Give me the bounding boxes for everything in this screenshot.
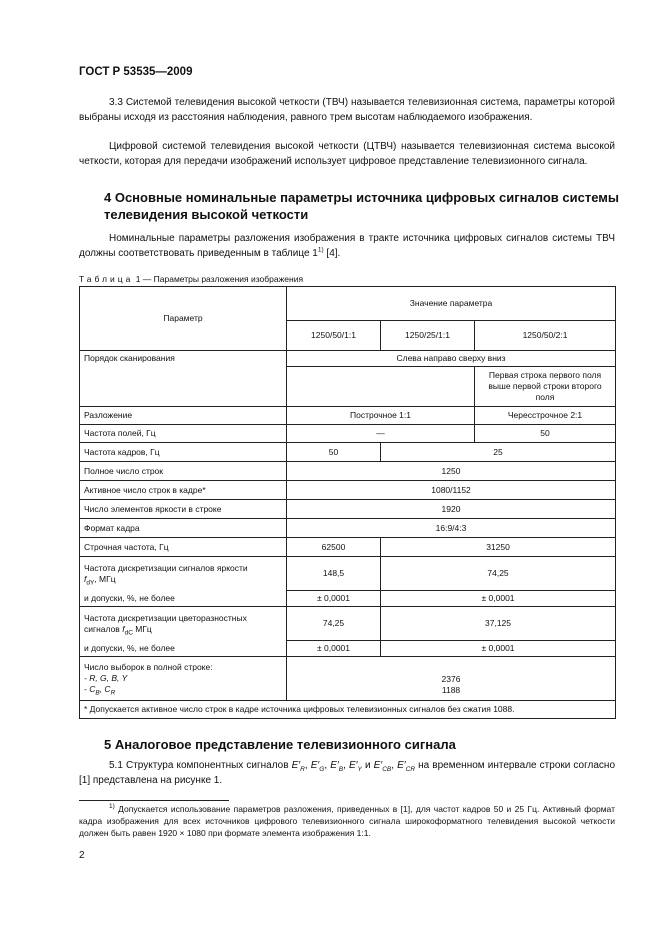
table-row <box>80 538 616 557</box>
cell-value: 16:9/4:3 <box>287 519 616 538</box>
cell-value: 1250 <box>287 462 616 481</box>
signal-er: $E'_R$ <box>291 760 305 773</box>
row-label: и допуски, %, не более <box>80 591 287 607</box>
chroma-fs-unit: МГц <box>132 623 152 634</box>
section-4-text-end: [4]. <box>323 247 341 259</box>
table-row <box>80 557 616 591</box>
samples-rgb-label: - R, G, B, Y <box>84 673 128 683</box>
cell-value: Первая строка первого поля выше первой строки второго поля <box>475 367 616 407</box>
cell-value: ± 0,0001 <box>381 591 616 607</box>
section-5-paragraph: 5.1 Структура компонентных сигналов $E'_R$, $E'_G$, $E'_B$, $E'_Y$ и $E'_{CB}$, $E'_{CR}$ на временном интервале строки согласно [1] представлена на рисунке 1. <box>79 760 616 786</box>
row-label <box>80 607 287 641</box>
format-header: 1250/50/2:1 <box>475 321 616 351</box>
cell-value: 1080/1152 <box>287 481 616 500</box>
footnote-ref[interactable]: 1) <box>317 246 324 254</box>
samples-rgb-value: 2376 <box>441 674 461 684</box>
cell-value: Построчное 1:1 <box>287 407 475 425</box>
cell-value: ± 0,0001 <box>381 641 616 657</box>
row-label: Частота кадров, Гц <box>80 443 287 462</box>
table-row <box>80 591 616 607</box>
cell-value: 1920 <box>287 500 616 519</box>
luma-fs-subscript: dY <box>86 579 95 587</box>
intro-paragraph-ctvch: Цифровой системой телевидения высокой четкости (ЦТВЧ) называется телевизионная система высокой четкости, которая для передачи изображений использует цифровое представление телевизионного сигнала. <box>79 141 615 167</box>
format-header: 1250/25/1:1 <box>381 321 475 351</box>
signal-ecb: $E'_{CB}$ <box>373 760 392 773</box>
cell-value: 25 <box>381 443 616 462</box>
chroma-fs-subscript: dC <box>124 629 133 637</box>
intro-paragraph-3-3: 3.3 Системой телевидения высокой четкости (ТВЧ) называется телевизионная система, параметры которой выбраны исходя из расстояния наблюдения, равного трем высотам наблюдаемого изображения. <box>79 97 615 123</box>
section-5-heading: 5 Аналоговое представление телевизионного сигнала <box>104 737 456 752</box>
table-row <box>80 519 616 538</box>
row-label: Число элементов яркости в строке <box>80 500 287 519</box>
cell-value: 50 <box>287 443 381 462</box>
chroma-fs-label: Частота дискретизации цветоразностных сигналов <box>84 612 247 634</box>
cell-value <box>287 657 616 701</box>
table-row <box>80 607 616 641</box>
table-row <box>80 351 616 367</box>
luma-fs-symbol: f <box>84 573 87 584</box>
row-label: Разложение <box>80 407 287 425</box>
value-header: Значение параметра <box>287 287 616 321</box>
signal-ey: $E'_Y$ <box>349 760 362 773</box>
table-row <box>80 641 616 657</box>
samples-c-label: - $C_B$, $C_R$ <box>84 684 116 697</box>
parameters-table <box>79 286 616 719</box>
signal-ecr: $E'_{CR}$ <box>397 760 416 773</box>
row-label <box>80 657 287 701</box>
row-label: и допуски, %, не более <box>80 641 287 657</box>
footnote <box>79 803 615 839</box>
format-header: 1250/50/1:1 <box>287 321 381 351</box>
section-4-paragraph <box>79 232 615 261</box>
cell-value: 74,25 <box>381 557 616 591</box>
row-label: Строчная частота, Гц <box>80 538 287 557</box>
cell-value: 74,25 <box>287 607 381 641</box>
samples-label: Число выборок в полной строке: <box>84 662 213 672</box>
table-row <box>80 500 616 519</box>
page-number: 2 <box>79 850 85 861</box>
table-row <box>80 657 616 701</box>
table-row <box>80 462 616 481</box>
table-row <box>80 367 616 407</box>
samples-c-value: 1188 <box>441 685 461 695</box>
table-note: * Допускается активное число строк в кадре источника цифровых телевизионных сигналов без сжатия 1088. <box>80 701 616 719</box>
table-note-row <box>80 701 616 719</box>
cell-value: 31250 <box>381 538 616 557</box>
cell-value: 148,5 <box>287 557 381 591</box>
cell-value: 37,125 <box>381 607 616 641</box>
luma-fs-label: Частота дискретизации сигналов яркости <box>84 562 248 573</box>
table-caption-prefix: Таблица <box>79 274 134 284</box>
row-label-blank <box>80 367 287 407</box>
cell-value: ± 0,0001 <box>287 641 381 657</box>
table-row <box>80 443 616 462</box>
luma-fs-unit: , МГц <box>94 573 116 584</box>
param-header: Параметр <box>80 287 287 351</box>
table-row <box>80 481 616 500</box>
cell-value: — <box>287 425 475 443</box>
footnote-mark: 1) <box>109 803 115 811</box>
row-label: Формат кадра <box>80 519 287 538</box>
row-label: Активное число строк в кадре* <box>80 481 287 500</box>
signal-eg: $E'_G$ <box>310 760 325 773</box>
cell-value: 62500 <box>287 538 381 557</box>
document-header: ГОСТ Р 53535—2009 <box>79 66 193 78</box>
chroma-fs-symbol: f <box>122 623 125 634</box>
row-label <box>80 557 287 591</box>
table-header-row <box>80 287 616 321</box>
table-row <box>80 407 616 425</box>
row-label: Полное число строк <box>80 462 287 481</box>
section-4-heading: 4 Основные номинальные параметры источника цифровых сигналов системы телевидения высокой четкости <box>104 190 619 222</box>
section-4-text: Номинальные параметры разложения изображения в тракте источника цифровых сигналов системы ТВЧ должны соответствовать приведенным в таблице 1 <box>79 233 615 259</box>
cell-value: ± 0,0001 <box>287 591 381 607</box>
footnote-divider <box>79 800 229 801</box>
row-label: Частота полей, Гц <box>80 425 287 443</box>
cell-blank <box>287 367 475 407</box>
table-row <box>80 425 616 443</box>
cell-value: Слева направо сверху вниз <box>287 351 616 367</box>
cell-value: 50 <box>475 425 616 443</box>
row-label: Порядок сканирования <box>80 351 287 367</box>
footnote-text: Допускается использование параметров разложения, приведенных в [1], для частот кадров 50 и 25 Гц. Активный формат кадра изображения для всех источников цифрового телевизионного сигнала широкоформатного телевидения высокой четкости должен быть равен 1920 × 1080 при формате элемента изображения 1:1. <box>79 804 615 838</box>
table-caption <box>79 274 303 284</box>
table-caption-text: 1 — Параметры разложения изображения <box>135 274 304 284</box>
cell-value: Чересстрочное 2:1 <box>475 407 616 425</box>
signal-eb: $E'_B$ <box>330 760 344 773</box>
